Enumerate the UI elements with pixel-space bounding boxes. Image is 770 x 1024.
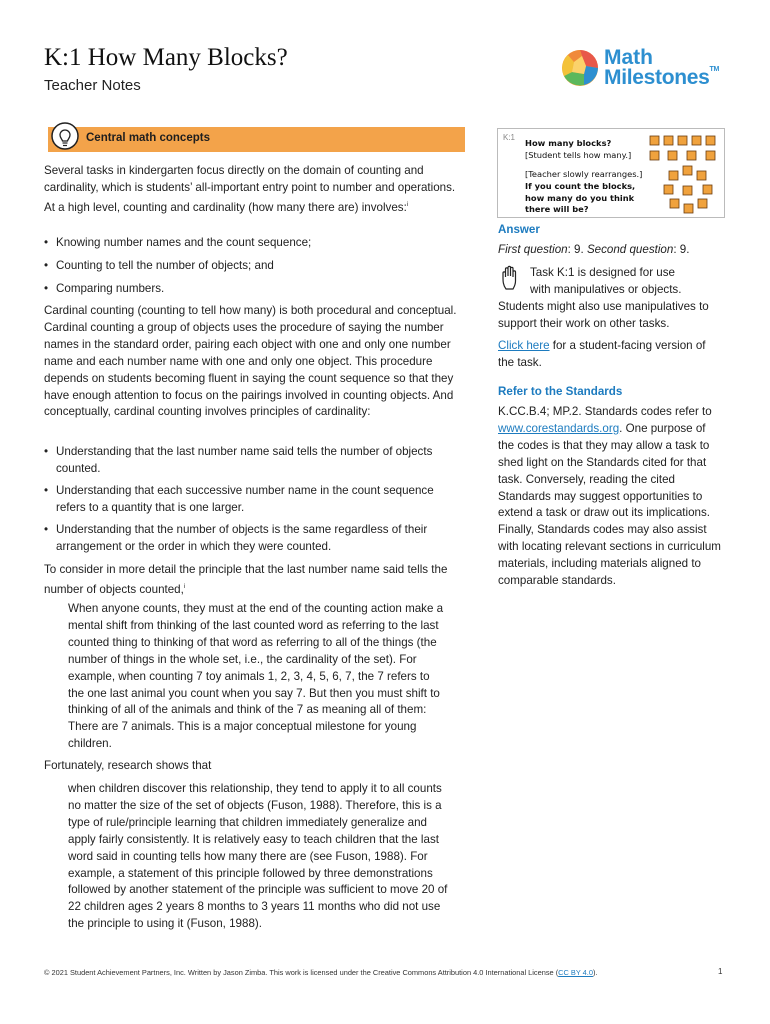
lightbulb-icon — [50, 121, 80, 155]
block — [706, 136, 715, 145]
block — [678, 136, 687, 145]
task-question-2: If you count the blocks, how many do you think there will be? — [525, 181, 636, 214]
block — [668, 151, 677, 160]
blocks-grid-illustration — [648, 134, 720, 164]
cc-by-link[interactable]: CC BY 4.0 — [558, 968, 593, 977]
block — [703, 185, 712, 194]
block-quote: When anyone counts, they must at the end of the counting action make a mental shift from thinking of the last counted word as referring to the last counted thing to thinking of that word as referring to all of the things (the number of things in the whole set, i.e., the cardinality of the set). For example, when counting 7 toy animals 1, 2, 3, 4, 5, 6, 7, the 7 refers to the one last animal you count when you say 7. But then you must shift to thinking of all of the animals and think of the 7 as meaning all of them: There are 7 animals. This is a major conceptual milestone for young children. — [68, 602, 444, 751]
page-subtitle: Teacher Notes — [44, 77, 141, 94]
task-note-1: [Student tells how many.] — [525, 150, 632, 160]
section-header-bar — [48, 127, 465, 152]
manipulatives-line2: with manipulatives or objects. — [530, 283, 682, 296]
block — [683, 186, 692, 195]
manipulatives-line1: Task K:1 is designed for use — [530, 266, 676, 279]
block — [664, 136, 673, 145]
standards-paragraph: K.CC.B.4; MP.2. Standards codes refer to www.corestandards.org. One purpose of the codes is that they may allow a task to shed light on the Standards cited for that task. Conversely, reading the cited Standards may suggest opportunities to extend a task or draw out its implications. Finally, Standards codes may also assist with locating relevant sections in curriculum materials, including materials aligned to comparable standards. — [498, 405, 721, 588]
block — [650, 136, 659, 145]
block — [697, 171, 706, 180]
task-question-1: How many blocks? — [525, 138, 612, 148]
principle-paragraph: To consider in more detail the principle that the last number name said tells the number of objects counted,$^i$ — [44, 563, 448, 596]
block — [684, 204, 693, 213]
globe-logo-icon — [560, 48, 600, 88]
page-number: 1 — [718, 967, 723, 976]
block — [698, 199, 707, 208]
block — [650, 151, 659, 160]
footer-license: © 2021 Student Achievement Partners, Inc. Written by Jason Zimba. This work is licensed under the Creative Commons Attribution 4.0 International License (CC BY 4.0). — [44, 968, 598, 977]
intro-paragraph: Several tasks in kindergarten focus directly on the domain of counting and cardinality, which is students’ all-important entry point to number and operations. At a high level, counting and cardinality (how many there are) involves:$^i$ — [44, 164, 456, 214]
hand-icon — [500, 265, 522, 291]
student-version-paragraph: Click here for a student-facing version of the task. — [498, 339, 706, 369]
task-label: K:1 — [503, 133, 516, 142]
block — [670, 199, 679, 208]
corestandards-link[interactable]: www.corestandards.org — [498, 421, 620, 435]
page-title: K:1 How Many Blocks? — [44, 44, 288, 71]
task-note-2: [Teacher slowly rearranges.] — [525, 169, 643, 179]
answer-text: First question: 9. Second question: 9. — [498, 243, 690, 256]
answer-heading: Answer — [498, 223, 540, 236]
blocks-circle-illustration — [662, 165, 714, 215]
cardinal-paragraph: Cardinal counting (counting to tell how many) is both procedural and conceptual. Cardinal counting a group of objects uses the procedure of saying the number names in the standard order, pairing each object with one and only one number name and each number name with one and only one object. This procedure depends on students becoming fluent in saying the count sequence so that they have enough attention to focus on the pairings involved in counting objects. And conceptually, cardinal counting involves principles of cardinality: — [44, 304, 457, 419]
research-paragraph: Fortunately, research shows that — [44, 759, 212, 772]
block — [669, 171, 678, 180]
standards-heading: Refer to the Standards — [498, 385, 623, 398]
block-quote: when children discover this relationship, they tend to apply it to all counts no matter the size of the set of objects (Fuson, 1988). Therefore, this is a type of rule/principle learning that children immediately generalize and apply fairly consistently. It is relatively easy to teach children that the last word said in counting tells how many there are (see Fuson, 1988). For example, a statement of this principle followed by three demonstrations followed by another statement of the principle was sufficient to move 20 of 22 children ages 2 years 8 months to 3 years 11 months who did not use the principle to using it (Fuson, 1988). — [68, 782, 448, 931]
task-card — [497, 128, 725, 218]
logo-text-milestones: Milestones™ — [604, 66, 720, 89]
math-milestones-logo — [560, 46, 730, 92]
click-here-link[interactable]: Click here — [498, 339, 550, 352]
logo-text-math: Math — [604, 46, 653, 69]
block — [687, 151, 696, 160]
block — [683, 166, 692, 175]
block — [664, 185, 673, 194]
section-heading: Central math concepts — [86, 132, 210, 144]
block — [706, 151, 715, 160]
manipulatives-text: Students might also use manipulatives to support their work on other tasks. — [498, 300, 709, 330]
block — [692, 136, 701, 145]
